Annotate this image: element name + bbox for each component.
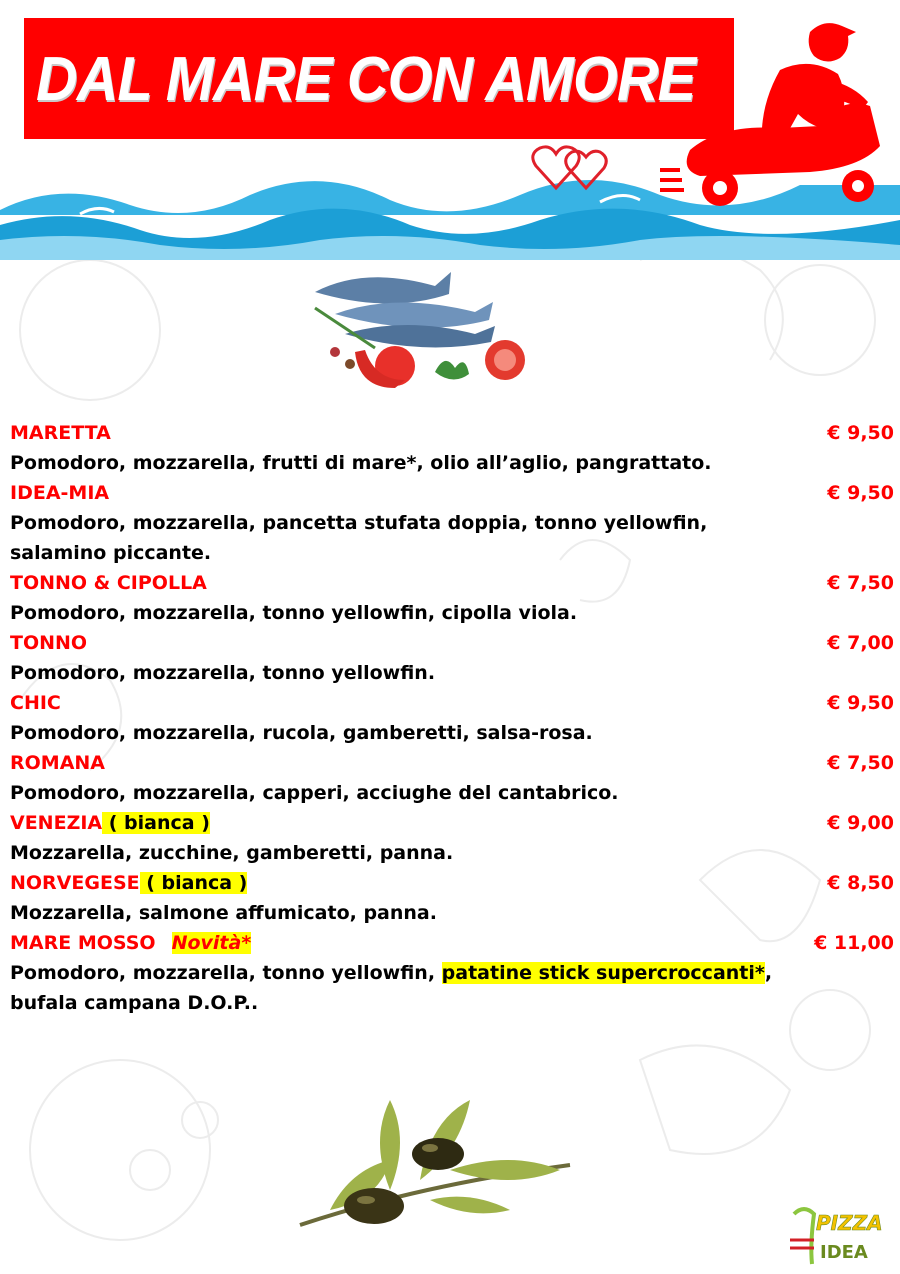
item-name: ROMANA [10, 752, 105, 774]
title-banner [24, 18, 734, 139]
item-price: € 7,50 [827, 752, 894, 774]
menu-item-row [10, 808, 894, 838]
item-name-group [10, 808, 210, 838]
item-name: TONNO & CIPOLLA [10, 572, 207, 594]
menu-item-row [10, 748, 894, 778]
menu-item-row [10, 568, 894, 598]
logo-mark-icon [786, 1200, 896, 1270]
item-price: € 9,50 [827, 482, 894, 504]
menu-item-row [10, 928, 894, 958]
hearts-icon [528, 144, 618, 194]
logo-text-line2: IDEA [820, 1242, 868, 1263]
item-description: Pomodoro, mozzarella, tonno yellowfin. [10, 662, 436, 684]
item-description: Mozzarella, zucchine, gamberetti, panna. [10, 842, 454, 864]
delivery-scooter-icon [660, 10, 900, 210]
item-description [10, 958, 790, 1018]
item-description: Pomodoro, mozzarella, rucola, gamberetti, salsa-rosa. [10, 722, 593, 744]
item-name: VENEZIA [10, 812, 103, 834]
item-description: Pomodoro, mozzarella, capperi, acciughe del cantabrico. [10, 782, 619, 804]
item-price: € 9,50 [827, 692, 894, 714]
item-description: Pomodoro, mozzarella, tonno yellowfin, cipolla viola. [10, 602, 578, 624]
item-price: € 7,50 [827, 572, 894, 594]
item-name: NORVEGESE [10, 872, 140, 894]
desc-suffix: , bufala campana D.O.P.. [10, 962, 773, 1014]
logo-text-line1: PIZZA [816, 1211, 883, 1235]
item-name-group [10, 928, 251, 958]
item-description: Pomodoro, mozzarella, frutti di mare*, olio all’aglio, pangrattato. [10, 452, 712, 474]
olive-branch-illustration [290, 1090, 580, 1240]
item-price: € 8,50 [827, 872, 894, 894]
item-name: MARE MOSSO [10, 932, 156, 954]
item-price: € 11,00 [814, 932, 894, 954]
item-tag: ( bianca ) [102, 812, 210, 834]
item-description: Pomodoro, mozzarella, pancetta stufata doppia, tonno yellowfin, salamino piccante. [10, 512, 708, 564]
item-name: CHIC [10, 692, 61, 714]
pizza-menu-list [10, 418, 894, 1018]
item-tag: ( bianca ) [139, 872, 248, 894]
item-name-group [10, 868, 247, 898]
menu-item-row [10, 478, 894, 508]
item-price: € 9,50 [827, 422, 894, 444]
menu-item-row [10, 628, 894, 658]
new-badge: Novità* [171, 932, 252, 954]
page-title: DAL MARE CON AMORE [36, 45, 696, 114]
item-name: IDEA-MIA [10, 482, 110, 504]
item-name: TONNO [10, 632, 88, 654]
item-price: € 9,00 [827, 812, 894, 834]
desc-highlight: patatine stick supercroccanti* [441, 962, 765, 984]
item-description: Mozzarella, salmone affumicato, panna. [10, 902, 437, 924]
item-name: MARETTA [10, 422, 111, 444]
menu-item-row [10, 868, 894, 898]
pizza-idea-logo [786, 1200, 896, 1270]
menu-item-row [10, 688, 894, 718]
menu-item-row [10, 418, 894, 448]
desc-prefix: Pomodoro, mozzarella, tonno yellowfin, [10, 962, 442, 984]
fish-vegetables-illustration [295, 252, 545, 402]
item-price: € 7,00 [827, 632, 894, 654]
